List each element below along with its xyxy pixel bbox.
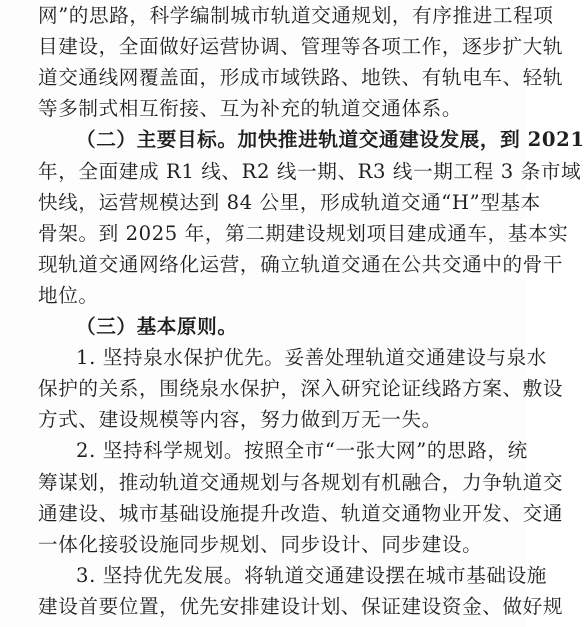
paragraph-line: 方式、建设规模等内容，努力做到万无一失。 [38,408,442,432]
paragraph-line: 通建设、城市基础设施提升改造、轨道交通物业开发、交通 [38,501,564,525]
paragraph-line: 道交通线网覆盖面，形成市域铁路、地铁、有轨电车、轻轨 [38,66,564,90]
principle-3-line: 3. 坚持优先发展。将轨道交通建设摆在城市基础设施 [76,563,547,587]
paragraph-line: 骨架。到 2025 年，第二期建设规划项目建成通车，基本实 [38,221,569,245]
paragraph-line: 地位。 [38,283,99,307]
paragraph-line: 筹谋划，推动轨道交通规划与各规划有机融合，力争轨道交 [38,470,564,494]
paragraph-line: 建设首要位置，优先安排建设计划、保证建设资金、做好规 [38,594,564,618]
section-heading-goals: （二）主要目标。加快推进轨道交通建设发展，到 2021 [76,128,585,152]
paragraph-line: 网”的思路，科学编制城市轨道交通规划，有序推进工程项 [38,4,554,27]
paragraph-line: 一体化接驳设施同步规划、同步设计、同步建设。 [38,532,483,556]
paragraph-line: 现轨道交通网络化运营，确立轨道交通在公共交通中的骨干 [38,252,564,276]
principle-2-line: 2. 坚持科学规划。按照全市“一张大网”的思路，统 [76,439,528,463]
section-heading-principles: （三）基本原则。 [76,315,238,338]
paragraph-line: 年，全面建成 R1 线、R2 线一期、R3 线一期工程 3 条市域 [38,159,582,183]
paragraph-line: 等多制式相互衔接、互为补充的轨道交通体系。 [38,97,463,121]
paragraph-line: 快线，运营规模达到 84 公里，形成轨道交通“H”型基本 [38,190,541,214]
paragraph-line: 保护的关系，围绕泉水保护，深入研究论证线路方案、敷设 [38,377,564,401]
paragraph-line: 目建设，全面做好运营协调、管理等各项工作，逐步扩大轨 [38,35,564,59]
principle-1-line: 1. 坚持泉水保护优先。妥善处理轨道交通建设与泉水 [76,346,547,370]
